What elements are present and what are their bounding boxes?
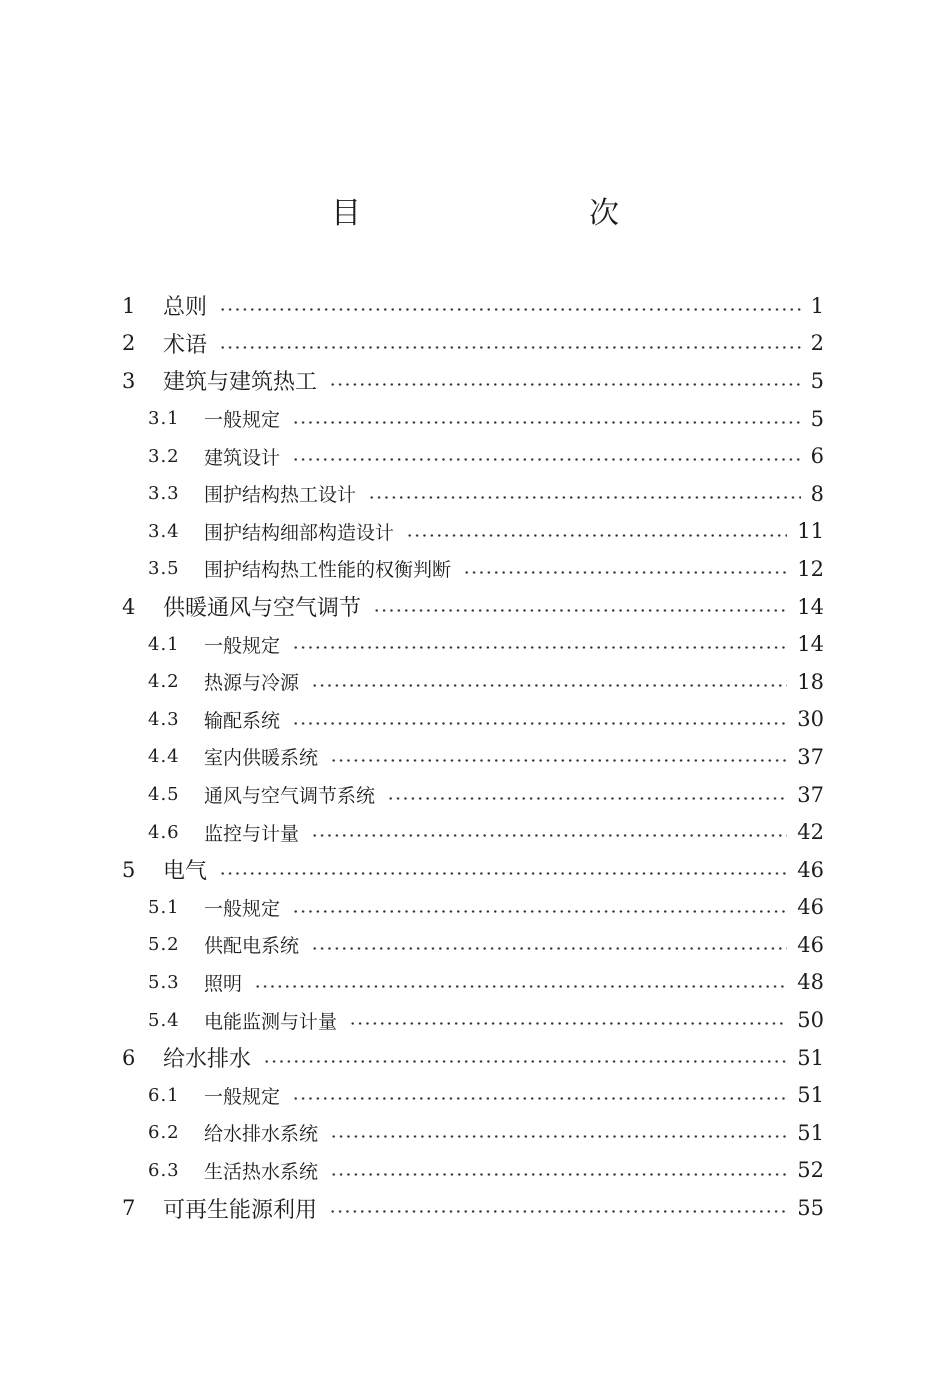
toc-entry-number: 6.3 — [148, 1159, 180, 1181]
toc-entry-page-number: 50 — [797, 1008, 824, 1033]
toc-entry — [0, 1152, 950, 1190]
toc-entry-title: 监控与计量 — [204, 822, 300, 845]
toc-entry-page-number: 46 — [797, 857, 824, 882]
toc-entry-title: 一般规定 — [204, 634, 281, 657]
toc-entry — [0, 964, 950, 1002]
toc-entry — [0, 1039, 950, 1077]
toc-entry-number: 3.5 — [148, 558, 180, 580]
dot-leader — [292, 646, 787, 649]
dot-leader — [311, 684, 787, 687]
toc-entry-title: 可再生能源利用 — [163, 1197, 318, 1223]
toc-entry-number: 5.4 — [148, 1009, 180, 1031]
dot-leader — [406, 534, 787, 537]
toc-entry-page-number: 5 — [810, 368, 824, 393]
toc-entry-page-number: 30 — [797, 707, 824, 732]
toc-entry-title: 通风与空气调节系统 — [204, 785, 376, 808]
dot-leader — [292, 1097, 787, 1100]
toc-entry-number: 2 — [122, 331, 136, 356]
toc-entry — [0, 889, 950, 927]
toc-entry-page-number: 11 — [797, 519, 824, 544]
toc-entry-page-number: 48 — [797, 970, 824, 995]
toc-entry-title: 围护结构细部构造设计 — [204, 521, 395, 544]
toc-entry-page-number: 14 — [797, 594, 824, 619]
toc-entry-title: 供配电系统 — [204, 935, 300, 958]
toc-entry — [0, 851, 950, 889]
toc-entry-number: 1 — [122, 293, 136, 318]
toc-entry-page-number: 37 — [797, 744, 824, 769]
toc-entry-number: 4.5 — [148, 784, 180, 806]
toc-entry-page-number: 46 — [797, 932, 824, 957]
dot-leader — [330, 1135, 787, 1138]
toc-entry-number: 3.3 — [148, 483, 180, 505]
dot-leader — [330, 1173, 787, 1176]
toc-entry-title: 术语 — [163, 332, 208, 358]
toc-entry — [0, 1001, 950, 1039]
toc-entry — [0, 625, 950, 663]
toc-entry-page-number: 51 — [797, 1045, 824, 1070]
toc-entry-page-number: 51 — [797, 1120, 824, 1145]
toc-entry-number: 3 — [122, 368, 136, 393]
dot-leader — [330, 759, 787, 762]
toc-entry-number: 7 — [122, 1196, 136, 1221]
toc-entry-number: 3.2 — [148, 445, 180, 467]
toc-entry-number: 3.1 — [148, 408, 180, 430]
toc-entry-page-number: 52 — [797, 1158, 824, 1183]
toc-entry-page-number: 1 — [810, 293, 824, 318]
dot-leader — [292, 910, 787, 913]
toc-entry-title: 电能监测与计量 — [204, 1010, 338, 1033]
toc-entry-title: 一般规定 — [204, 897, 281, 920]
toc-entry-number: 6.1 — [148, 1084, 180, 1106]
toc-entry-page-number: 37 — [797, 782, 824, 807]
toc-entry — [0, 325, 950, 363]
dot-leader — [387, 797, 787, 800]
toc-entry-number: 4.1 — [148, 633, 180, 655]
dot-leader — [219, 346, 801, 349]
toc-entry-title: 电气 — [163, 859, 208, 885]
dot-leader — [329, 1210, 787, 1213]
dot-leader — [254, 985, 787, 988]
toc-entry-page-number: 18 — [797, 669, 824, 694]
toc-entry-page-number: 51 — [797, 1083, 824, 1108]
toc-entry-number: 4.4 — [148, 746, 180, 768]
toc-entry-title: 照明 — [204, 972, 243, 995]
toc-entry — [0, 400, 950, 438]
toc-entry-title: 围护结构热工设计 — [204, 484, 357, 507]
toc-entry — [0, 362, 950, 400]
toc-entry-title: 生活热水系统 — [204, 1160, 319, 1183]
dot-leader — [292, 458, 801, 461]
toc-entry-number: 5.3 — [148, 971, 180, 993]
toc-entry — [0, 813, 950, 851]
toc-entry — [0, 701, 950, 739]
toc-entry-title: 供暖通风与空气调节 — [163, 596, 362, 622]
dot-leader — [311, 947, 787, 950]
toc-entry-title: 给水排水系统 — [204, 1123, 319, 1146]
page-title: 目 次 — [331, 196, 675, 231]
dot-leader — [373, 609, 787, 612]
toc-entry-title: 一般规定 — [204, 1085, 281, 1108]
toc-entry-page-number: 8 — [810, 481, 824, 506]
toc-entry-number: 3.4 — [148, 520, 180, 542]
dot-leader — [349, 1022, 787, 1025]
toc-entry — [0, 663, 950, 701]
toc-entry-title: 一般规定 — [204, 409, 281, 432]
dot-leader — [329, 383, 801, 386]
dot-leader — [311, 834, 787, 837]
toc-entry-number: 4 — [122, 594, 136, 619]
toc-entry-title: 热源与冷源 — [204, 672, 300, 695]
toc-entry-page-number: 55 — [797, 1196, 824, 1221]
toc-entry-number: 4.2 — [148, 671, 180, 693]
toc-entry-title: 建筑设计 — [204, 446, 281, 469]
toc-entry — [0, 1114, 950, 1152]
toc-entry-number: 6.2 — [148, 1122, 180, 1144]
toc-entry — [0, 926, 950, 964]
toc-entry-page-number: 46 — [797, 895, 824, 920]
toc-entry — [0, 513, 950, 551]
dot-leader — [463, 571, 787, 574]
toc-entry-number: 5.2 — [148, 934, 180, 956]
dot-leader — [292, 421, 801, 424]
toc-entry — [0, 437, 950, 475]
toc-entry-page-number: 12 — [797, 556, 824, 581]
toc-entry-page-number: 14 — [797, 632, 824, 657]
toc-entry-page-number: 42 — [797, 820, 824, 845]
toc-entry-number: 4.6 — [148, 821, 180, 843]
toc-entry — [0, 287, 950, 325]
toc-entry — [0, 588, 950, 626]
dot-leader — [292, 722, 787, 725]
toc-entry-page-number: 5 — [810, 406, 824, 431]
dot-leader — [219, 872, 787, 875]
toc-entry-title: 总则 — [163, 295, 208, 321]
table-of-contents — [0, 287, 950, 1227]
dot-leader — [368, 496, 801, 499]
toc-entry — [0, 475, 950, 513]
toc-entry-number: 5 — [122, 857, 136, 882]
toc-entry-page-number: 2 — [810, 331, 824, 356]
toc-entry-page-number: 6 — [810, 444, 824, 469]
toc-entry-number: 4.3 — [148, 708, 180, 730]
toc-entry — [0, 550, 950, 588]
dot-leader — [263, 1060, 787, 1063]
toc-entry — [0, 1189, 950, 1227]
toc-entry — [0, 776, 950, 814]
toc-entry-number: 5.1 — [148, 896, 180, 918]
toc-entry — [0, 738, 950, 776]
toc-entry-title: 建筑与建筑热工 — [163, 370, 318, 396]
toc-entry — [0, 1076, 950, 1114]
toc-entry-title: 围护结构热工性能的权衡判断 — [204, 559, 452, 582]
toc-entry-title: 输配系统 — [204, 709, 281, 732]
toc-entry-title: 室内供暖系统 — [204, 747, 319, 770]
toc-entry-title: 给水排水 — [163, 1047, 252, 1073]
toc-entry-number: 6 — [122, 1045, 136, 1070]
dot-leader — [219, 308, 801, 311]
